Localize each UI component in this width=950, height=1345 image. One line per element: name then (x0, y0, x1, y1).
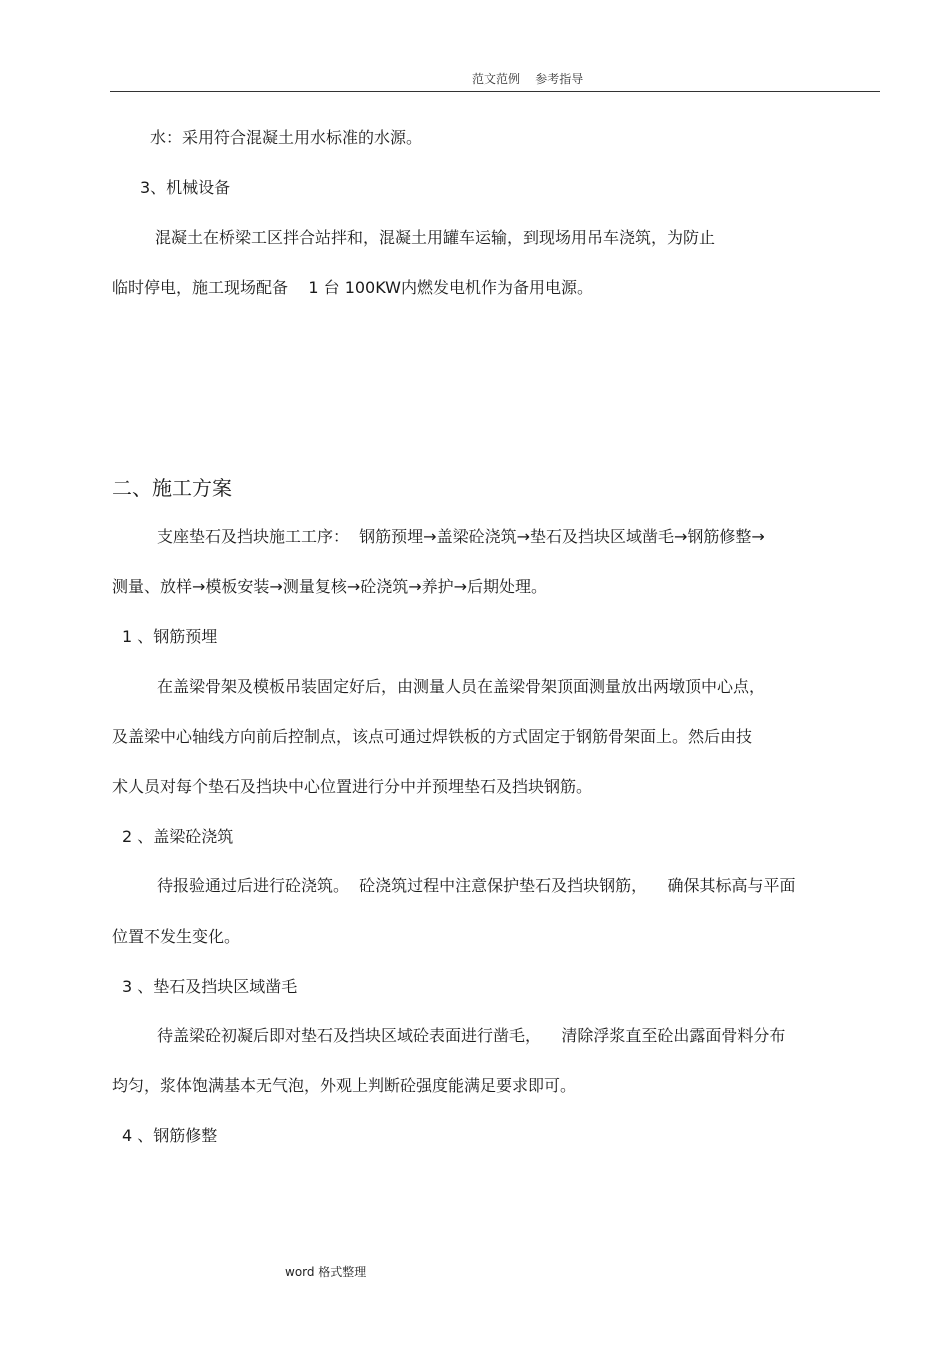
section-heading: 4 、钢筋修整 (122, 1126, 218, 1145)
text-line: 支座垫石及挡块施工工序： 钢筋预埋→盖梁砼浇筑→垫石及挡块区域凿毛→钢筋修整→ (157, 527, 765, 546)
section-heading: 3 、垫石及挡块区域凿毛 (122, 977, 298, 996)
text-line: 临时停电，施工现场配备 1 台 100KW内燃发电机作为备用电源。 (112, 278, 593, 297)
text-line: 及盖梁中心轴线方向前后控制点，该点可通过焊铁板的方式固定于钢筋骨架面上。然后由技 (112, 727, 753, 746)
text-line: 位置不发生变化。 (112, 927, 241, 946)
chapter-heading: 二、施工方案 (112, 476, 232, 500)
page-footer: word 格式整理 (285, 1265, 367, 1279)
text-line: 在盖梁骨架及模板吊装固定好后，由测量人员在盖梁骨架顶面测量放出两墩顶中心点， (157, 677, 766, 696)
text-line: 混凝土在桥梁工区拌合站拌和，混凝土用罐车运输，到现场用吊车浇筑，为防止 (155, 228, 716, 247)
section-heading: 1 、钢筋预埋 (122, 627, 218, 646)
header-rule (110, 91, 880, 92)
text-line: 测量、放样→模板安装→测量复核→砼浇筑→养护→后期处理。 (112, 577, 548, 596)
text-line: 均匀，浆体饱满基本无气泡，外观上判断砼强度能满足要求即可。 (112, 1076, 577, 1095)
text-line: 水：采用符合混凝土用水标准的水源。 (150, 128, 423, 147)
section-heading: 3、机械设备 (140, 178, 231, 197)
text-line: 待盖梁砼初凝后即对垫石及挡块区域砼表面进行凿毛， 清除浮浆直至砼出露面骨料分布 (157, 1026, 786, 1045)
text-line: 术人员对每个垫石及挡块中心位置进行分中并预埋垫石及挡块钢筋。 (112, 777, 593, 796)
text-line: 待报验通过后进行砼浇筑。 砼浇筑过程中注意保护垫石及挡块钢筋， 确保其标高与平面 (157, 876, 796, 895)
header-text: 范文范例 参考指导 (472, 72, 584, 86)
section-heading: 2 、盖梁砼浇筑 (122, 827, 234, 846)
